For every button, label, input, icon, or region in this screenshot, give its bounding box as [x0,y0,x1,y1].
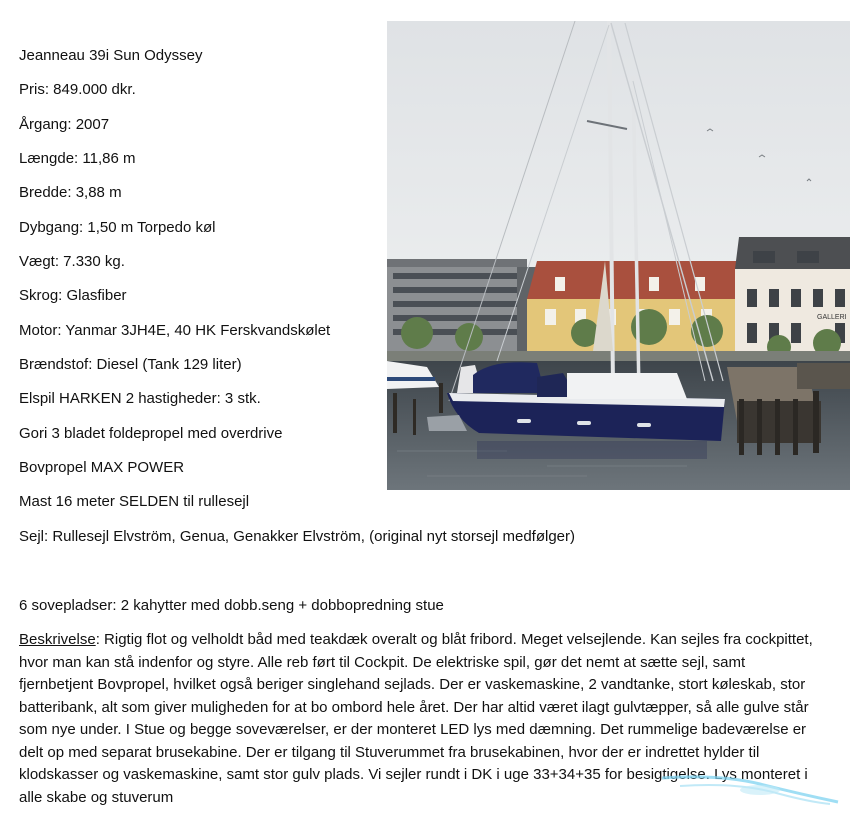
spec-mast: Mast 16 meter SELDEN til rullesejl [19,493,250,510]
spec-beam: Bredde: 3,88 m [19,184,122,201]
spec-draft: Dybgang: 1,50 m Torpedo køl [19,219,216,236]
description-text: : Rigtig flot og velholdt båd med teakdæk overalt og blåt fribord. Meget velsejlende. Kan sejles fra cockpittet, hvor man kan stå indenfor og styre. Alle reb ført til Cockpit. De elektriske spil, gør det nemt at sætte sejl, samt fjernbetjent Bovpropel, hvilket også beriger singlehand sejlads. Der er vaskemaskine, 2 vandtanke, stort køleskab, stor batteribank, alt som giver muligheden for at bo ombord hele året. Der har altid været ilagt gulvtæpper, så alle gulve står som nye under. I Stue og begge soveværelser, er der monteret LED lys med dæmning. Det rummelige badeværelse er delt op med separat brusekabine. Der er tilgang til Stuverummet fra brusekabinen, hvor der er indrettet hylder til klodskasser og vaskemaskine, samt stor gulv plads. Vi sejler rundt i DK i uge 33+34+35 for besigtigelse. Lys monteret i alle skabe og stuverum [19,631,813,806]
watermark-logo [660,772,840,812]
spec-price: Pris: 849.000 dkr. [19,81,136,98]
shop-sign-text: GALLERI [817,314,847,321]
listing-title: Jeanneau 39i Sun Odyssey [19,47,203,64]
spec-propeller: Gori 3 bladet foldepropel med overdrive [19,425,283,442]
spec-winches: Elspil HARKEN 2 hastigheder: 3 stk. [19,390,261,407]
description-label: Beskrivelse [19,631,96,648]
spec-engine: Motor: Yanmar 3JH4E, 40 HK Ferskvandskølet [19,322,331,339]
spec-bowthruster: Bovpropel MAX POWER [19,459,185,476]
boat-photo [387,21,850,490]
berths-text: 6 sovepladser: 2 kahytter med dobb.seng + dobbopredning stue [19,597,444,614]
spec-fuel: Brændstof: Diesel (Tank 129 liter) [19,356,242,373]
spec-sails: Sejl: Rullesejl Elvström, Genua, Genakker Elvström, (original nyt storsejl medfølger) [19,528,576,545]
spec-length: Længde: 11,86 m [19,150,136,167]
spec-year: Årgang: 2007 [19,116,110,133]
spec-hull: Skrog: Glasfiber [19,287,127,304]
spec-weight: Vægt: 7.330 kg. [19,253,125,270]
